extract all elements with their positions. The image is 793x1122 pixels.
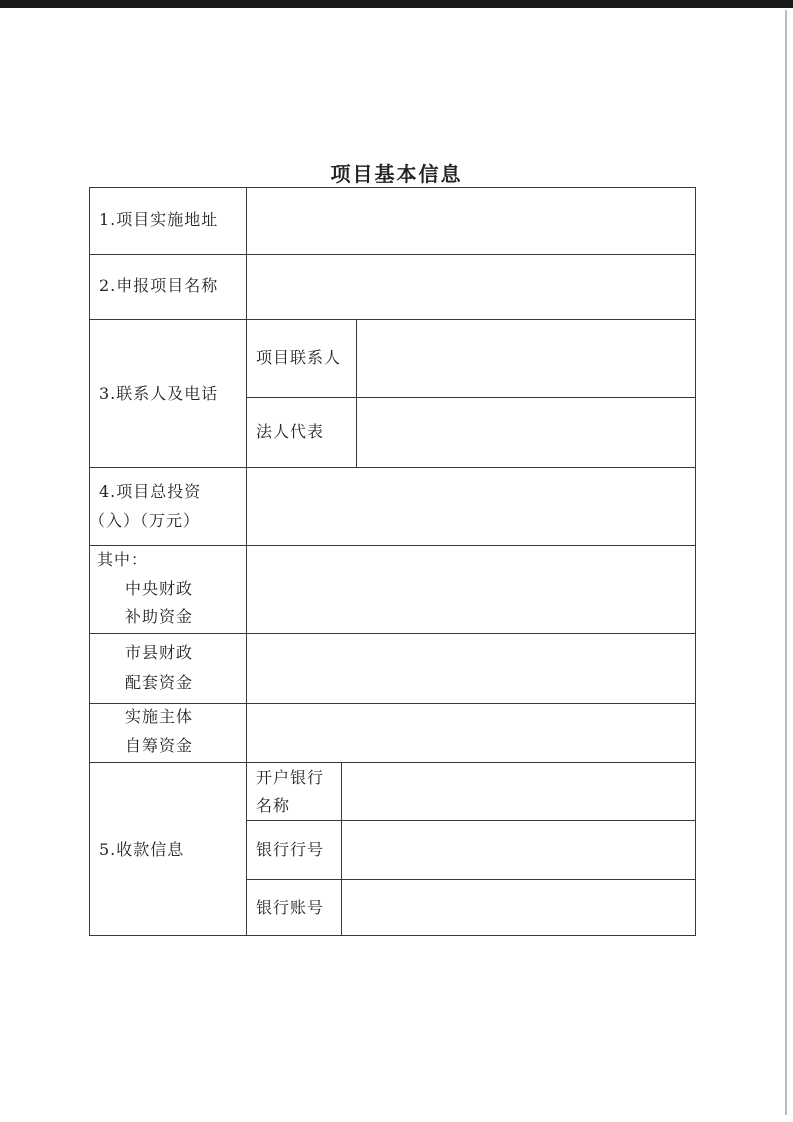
row-divider	[89, 319, 696, 320]
payment-sub-divider	[341, 762, 342, 935]
table-border-bottom	[89, 935, 696, 936]
self-funds-line1: 实施主体	[125, 707, 194, 726]
address-label: 1.项目实施地址	[99, 210, 219, 229]
county-funds-line1: 市县财政	[125, 643, 194, 662]
table-border-left	[89, 187, 90, 936]
county-funds-line2: 配套资金	[125, 673, 194, 692]
row-divider	[89, 467, 696, 468]
contact-sub-row-divider	[246, 397, 696, 398]
row-divider	[89, 762, 696, 763]
of-which-label: 其中：	[97, 550, 149, 569]
label-column-divider	[246, 187, 247, 936]
project-name-label: 2.申报项目名称	[99, 276, 219, 295]
central-funds-line2: 补助资金	[125, 607, 194, 626]
bank-code-label: 银行行号	[256, 840, 325, 859]
investment-label-line2: （入）（万元）	[89, 511, 201, 530]
central-funds-line1: 中央财政	[125, 579, 194, 598]
row-divider	[89, 545, 696, 546]
self-funds-line2: 自筹资金	[125, 736, 194, 755]
payment-sub-row-divider	[246, 879, 696, 880]
bank-account-label: 银行账号	[256, 898, 325, 917]
payment-label: 5.收款信息	[99, 840, 185, 859]
payment-sub-row-divider	[246, 820, 696, 821]
bank-name-label-line2: 名称	[256, 796, 291, 815]
row-divider	[89, 633, 696, 634]
contact-sub-divider	[356, 319, 357, 467]
legal-rep-label: 法人代表	[256, 422, 325, 441]
project-info-table	[89, 187, 696, 936]
page-title: 项目基本信息	[330, 162, 463, 186]
row-divider	[89, 254, 696, 255]
investment-label-line1: 4.项目总投资	[99, 482, 202, 501]
scan-border-top	[0, 0, 793, 8]
table-border-right	[695, 187, 696, 936]
contact-label: 3.联系人及电话	[99, 384, 219, 403]
project-contact-label: 项目联系人	[256, 348, 342, 367]
table-border-top	[89, 187, 696, 188]
bank-name-label-line1: 开户银行	[256, 768, 325, 787]
